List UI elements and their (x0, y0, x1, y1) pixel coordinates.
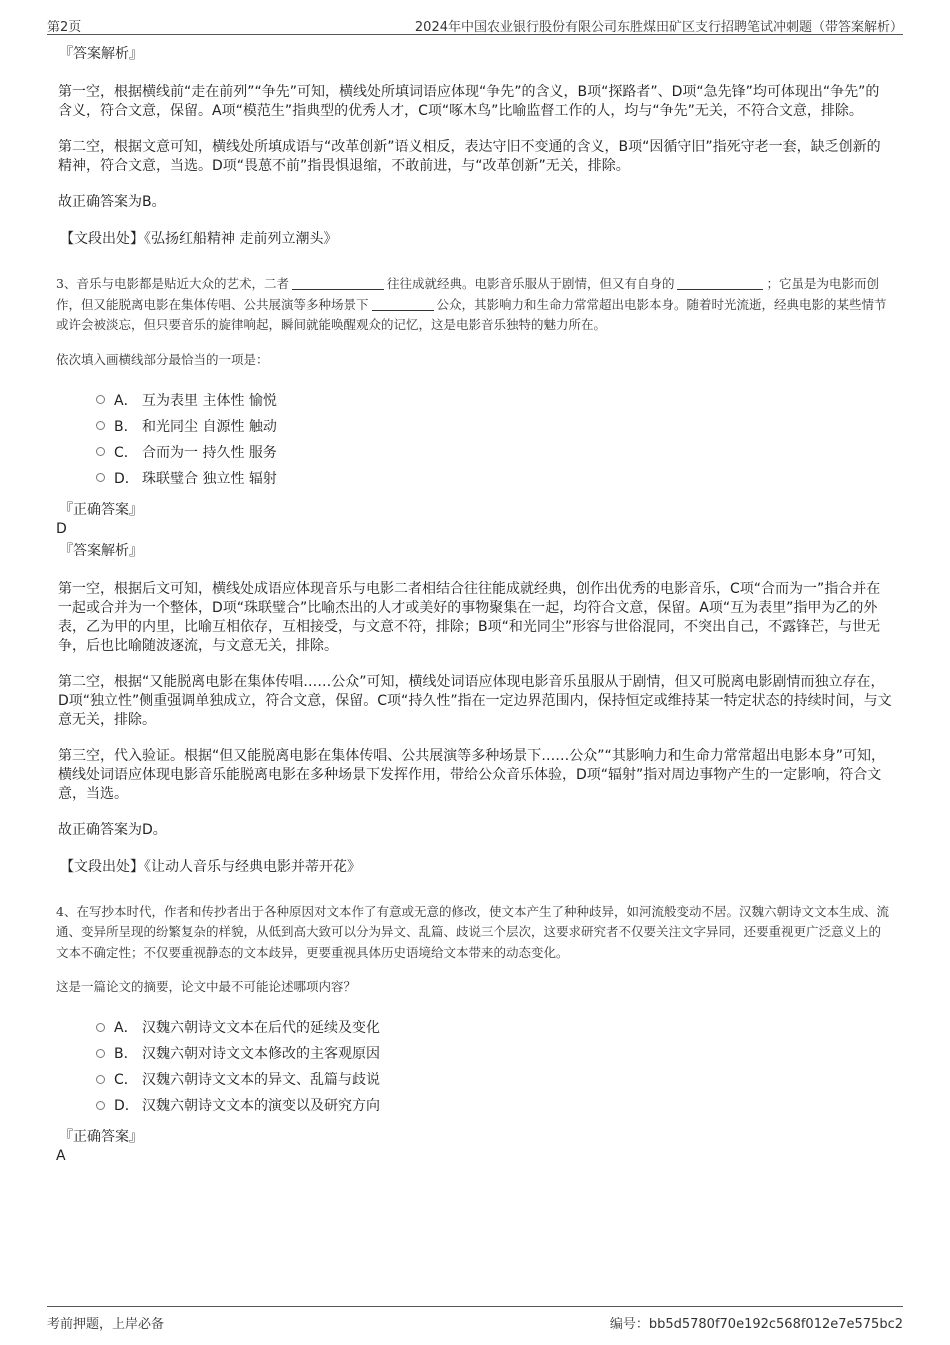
q4-answer-tag: 『正确答案』 (59, 1129, 143, 1145)
page-header (47, 14, 903, 35)
document-code: 编号：bb5d5780f70e192c568f012e7e575bc2 (609, 1317, 903, 1332)
q3-option-d[interactable]: D． 珠联璧合 独立性 辐射 (96, 465, 892, 491)
radio-icon[interactable] (96, 1023, 105, 1032)
radio-icon[interactable] (96, 395, 105, 404)
q2-analysis-p2: 第二空，根据文意可知，横线处所填成语与“改革创新”语义相反，表达守旧不变通的含义，B项“因循守旧”指死守老一套，缺乏创新的精神，符合文意，当选。D项“畏葸不前”指畏惧退缩，不敢前进，与“改革创新”无关，排除。 (58, 139, 881, 174)
q3-answer: D (56, 520, 67, 537)
q4-option-b[interactable]: B． 汉魏六朝对诗文文本修改的主客观原因 (96, 1040, 892, 1066)
q4-option-a[interactable]: A． 汉魏六朝诗文文本在后代的延续及变化 (96, 1014, 892, 1040)
q4-answer: A (56, 1148, 66, 1164)
q2-source: 【文段出处】《弘扬红船精神 走前列立潮头》 (60, 231, 338, 247)
q2-conclusion: 故正确答案为B。 (58, 194, 166, 210)
q3-option-b[interactable]: B． 和光同尘 自源性 触动 (96, 413, 892, 439)
radio-icon[interactable] (96, 447, 105, 456)
q3-option-a[interactable]: A． 互为表里 主体性 愉悦 (96, 387, 892, 413)
q4-options (96, 1014, 892, 1118)
q3-prompt: 依次填入画横线部分最恰当的一项是： (56, 351, 269, 367)
q3-analysis-p3: 第三空，代入验证。根据“但又能脱离电影在集体传唱、公共展演等多种场景下……公众”“其影响力和生命力常常超出电影本身”可知，横线处词语应体现电影音乐能脱离电影在多种场景下发挥作用，带给公众音乐体验，D项“辐射”指对周边事物产生的一定影响，符合文意，当选。 (58, 747, 886, 802)
q3-answer-tag: 『正确答案』 (59, 501, 143, 518)
radio-icon[interactable] (96, 1049, 105, 1058)
q2-analysis-tag: 『答案解析』 (59, 46, 143, 62)
q4-option-d[interactable]: D． 汉魏六朝诗文文本的演变以及研究方向 (96, 1092, 892, 1118)
radio-icon[interactable] (96, 1075, 105, 1084)
q3-options (96, 387, 892, 491)
q3-analysis-tag: 『答案解析』 (59, 542, 143, 559)
document-body (56, 44, 892, 1168)
blank-2 (677, 275, 763, 290)
q3-text-d: 公众，其影响力和生命力常常超出电影本身。随着时光流逝，经典电影的某些情节或许会被淡忘，但只要音乐的旋律响起，瞬间就能唤醒观众的记忆，这是电影音乐独特的魅力所在。 (56, 296, 887, 332)
q3-text-b: 往往成就经典。电影音乐服从于剧情，但又有自身的 (386, 276, 675, 291)
q3-option-c[interactable]: C． 合而为一 持久性 服务 (96, 439, 892, 465)
page-footer (47, 1306, 903, 1332)
q4-question: 4、在写抄本时代，作者和传抄者出于各种原因对文本作了有意或无意的修改，使文本产生了种种歧异，如河流般变动不居。汉魏六朝诗文文本生成、流通、变异所呈现的纷繁复杂的样貌，从低到高大致可以分为异文、乱篇、歧说三个层次，这要求研究者不仅要关注文字异同，还要重视更广泛意义上的文本不确定性；不仅要重视静态的文本歧异，更要重视具体历史语境给文本带来的动态变化。 (56, 903, 889, 960)
q3-conclusion: 故正确答案为D。 (58, 821, 167, 838)
q3-source: 【文段出处】《让动人音乐与经典电影并蒂开花》 (60, 858, 361, 875)
q3-analysis-p2: 第二空，根据“又能脱离电影在集体传唱……公众”可知，横线处词语应体现电影音乐虽服从于剧情，但又可脱离电影剧情而独立存在，D项“独立性”侧重强调单独成立，符合文意，保留。C项“持久性”指在一定边界范围内，保持恒定或维持某一特定状态的持续时间，与文意无关，排除。 (58, 673, 892, 728)
blank-1 (292, 275, 384, 290)
q3-text-a: 3、音乐与电影都是贴近大众的艺术，二者 (56, 276, 289, 291)
document-title: 2024年中国农业银行股份有限公司东胜煤田矿区支行招聘笔试冲刺题（带答案解析） (414, 20, 903, 35)
q3-text-c: ；它虽是为电影而创作，但又能脱离电影在集体传唱、公共展演等多种场景下 (56, 276, 879, 312)
q2-analysis-p1: 第一空，根据横线前“走在前列”“争先”可知，横线处所填词语应体现“争先”的含义，B项“探路者”、D项“急先锋”均可体现出“争先”的含义，符合文意，保留。A项“模范生”指典型的优秀人才，C项“啄木鸟”比喻监督工作的人，均与“争先”无关，不符合文意，排除。 (58, 84, 880, 119)
q3-analysis-p1: 第一空，根据后文可知，横线处成语应体现音乐与电影二者相结合往往能成就经典，创作出优秀的电影音乐，C项“合而为一”指合并在一起或合并为一个整体，D项“珠联璧合”比喻杰出的人才或美好的事物聚集在一起，均符合文意，保留。A项“互为表里”指甲为乙的外表，乙为甲的内里，比喻互相依存，互相接受，与文意不符，排除；B项“和光同尘”形容与世俗混同，不突出自己，不露锋芒，与世无争，后也比喻随波逐流，与文意无关，排除。 (58, 580, 881, 654)
q3-question (56, 274, 892, 336)
radio-icon[interactable] (96, 1101, 105, 1110)
footer-slogan: 考前押题，上岸必备 (47, 1317, 165, 1332)
q4-option-c[interactable]: C． 汉魏六朝诗文文本的异文、乱篇与歧说 (96, 1066, 892, 1092)
blank-3 (372, 296, 434, 311)
radio-icon[interactable] (96, 421, 105, 430)
page-number: 第2页 (47, 20, 82, 35)
q4-prompt: 这是一篇论文的摘要，论文中最不可能论述哪项内容？ (56, 979, 357, 994)
radio-icon[interactable] (96, 473, 105, 482)
